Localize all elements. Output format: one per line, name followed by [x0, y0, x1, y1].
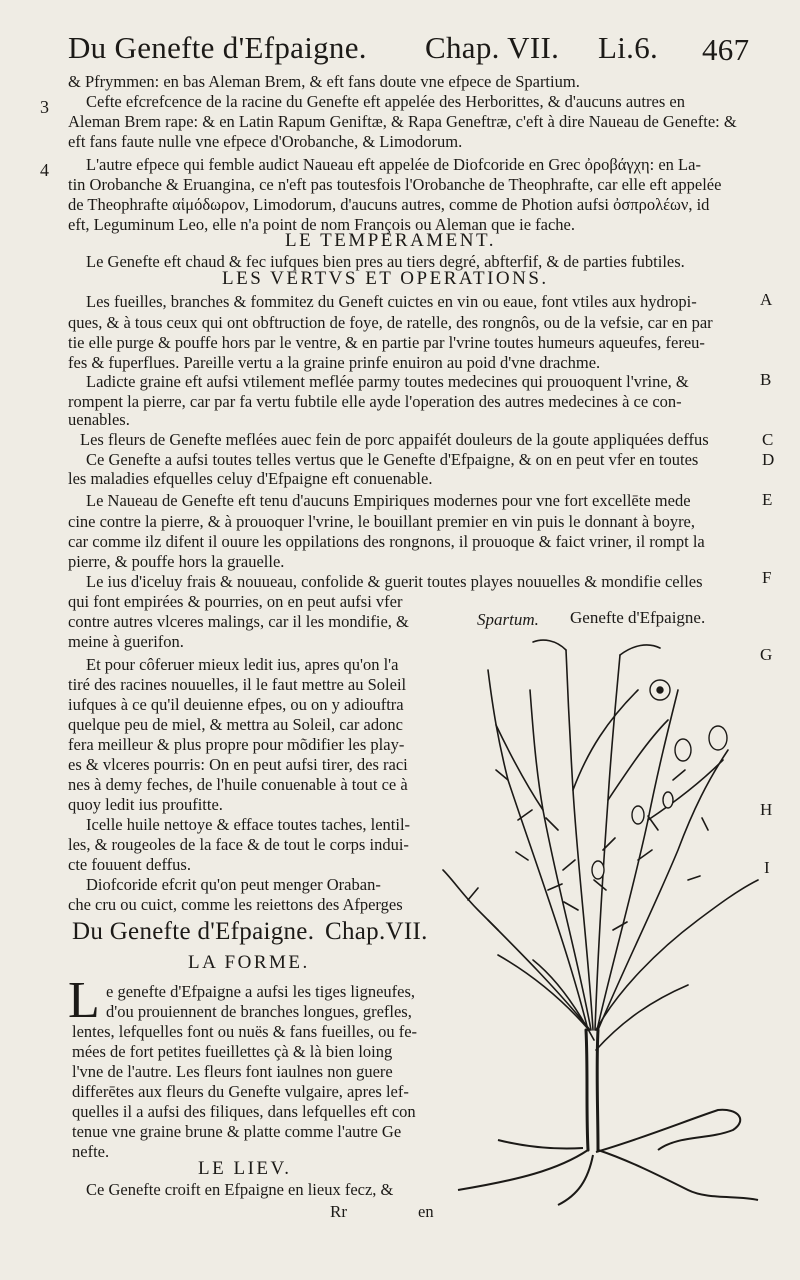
text-line: d'ou prouiennent de branches longues, grefles,: [106, 1002, 412, 1021]
text-line: tiré des racines nouuelles, il le faut mettre au Soleil: [68, 675, 407, 694]
text-line: cine contre la pierre, & à prouoquer l'vrine, le bouillant premier en vin puis le donnant à boyre,: [68, 512, 696, 531]
text-line: Icelle huile nettoye & efface toutes taches, lentil-: [86, 815, 411, 834]
text-line: mées de fort petites fueillettes çà & là bien loing: [72, 1042, 393, 1061]
text-line: es & vlceres pourris: On en peut aufsi tirer, des raci: [68, 755, 408, 774]
chapter-number: Chap.VII.: [325, 918, 428, 945]
text-line: rompent la pierre, car par fa vertu fubtile elle ayde l'operation des autres medecines à ce con-: [68, 392, 682, 411]
text-line: Les fueilles, branches & fommitez du Geneft cuictes en vin ou eaue, font vtiles aux hydropi-: [86, 292, 697, 311]
text-line: che cru ou cuict, comme les reiettons des Afperges: [68, 895, 403, 914]
text-line: Ladicte graine eft aufsi vtilement meflée parmy toutes medecines qui prouoquent l'vrine, &: [86, 372, 689, 391]
text-line: les, & rougeoles de la face & de tout le corps indui-: [68, 835, 409, 854]
text-line: Le Genefte eft chaud & fec iufques bien pres au tiers degré, abfterfif, & de parties fubtiles.: [86, 252, 685, 271]
text-line: qui font empirées & pourries, on en peut aufsi vfer: [68, 592, 403, 611]
text-line: nefte.: [72, 1142, 110, 1161]
margin-note-number: 3: [40, 97, 49, 117]
text-line: cte fouuent deffus.: [68, 855, 191, 874]
text-line: Les fleurs de Genefte meflées auec fein de porc appaifét douleurs de la goute appliquées deffus: [80, 430, 709, 449]
text-line: L'autre efpece qui femble audict Naueau eft appelée de Diofcoride en Grec ὀροβάγχη: en La-: [86, 155, 701, 174]
figure-caption-latin: Spartum.: [477, 610, 539, 629]
section-heading-lieu: LE LIEV.: [198, 1158, 292, 1179]
text-line: car comme ilz difent il ouure les oppilations des rongnons, il prouoque & faict vriner, il rompt la: [68, 532, 705, 551]
text-line: eft fans faute nulle vne efpece d'Orobanche, & Limodorum.: [68, 132, 463, 151]
text-line: de Theophrafte αἱμόδωρον, Limodorum, d'aucuns autres, comme de Photion aufsi ὀσπρολέων, id: [68, 195, 710, 214]
text-line: e genefte d'Efpaigne a aufsi les tiges ligneufes,: [106, 982, 416, 1001]
text-line: pierre, & pouffe hors la grauelle.: [68, 552, 285, 571]
text-line: fera meilleur & plus propre pour mõdifier les play-: [68, 735, 405, 754]
running-title: Du Genefte d'Efpaigne.: [68, 30, 367, 65]
section-heading-forme: LA FORME.: [188, 952, 310, 973]
margin-letter: G: [760, 645, 773, 664]
margin-letter: H: [760, 800, 773, 819]
header-chapter: Chap. VII.: [425, 30, 560, 65]
section-heading-temperament: LE TEMPERAMENT.: [285, 230, 496, 251]
header-book: Li.6.: [598, 30, 659, 65]
text-line: Aleman Brem rape: & en Latin Rapum Geniftæ, & Rapa Geneftræ, c'eft à dire Naueau de Genefte: &: [68, 112, 737, 131]
broom-plant-woodcut: [438, 630, 768, 1210]
signature-mark: Rr: [330, 1202, 347, 1221]
chapter-title: Du Genefte d'Efpaigne.: [72, 918, 315, 945]
catchword: en: [418, 1202, 434, 1221]
text-line: tie elle purge & pouffe hors par le ventre, & en partie par l'vrine toutes humeurs aqueufes, fereu-: [68, 333, 705, 352]
text-line: tin Orobanche & Eruangina, ce n'eft pas toutesfois l'Orobanche de Theophrafte, car elle eft appelée: [68, 175, 722, 194]
text-line: nes à demy feches, de l'huile conuenable à tout ce à: [68, 775, 408, 794]
text-line: tenue vne graine brune & platte comme l'autre Ge: [72, 1122, 402, 1141]
margin-letter: C: [762, 430, 774, 449]
text-line: & Pfrymmen: en bas Aleman Brem, & eft fans doute vne efpece de Spartium.: [68, 72, 580, 91]
text-line: quelque peu de miel, & mettra au Soleil, car adonc: [68, 715, 403, 734]
text-line: Ce Genefte a aufsi toutes telles vertus que le Genefte d'Efpaigne, & on en peut vfer en toutes: [86, 450, 699, 469]
text-line: contre autres vlceres malings, car il les mondifie, &: [68, 612, 409, 631]
margin-letter: D: [762, 450, 775, 469]
text-line: differētes aux fleurs du Genefte vulgaire, apres lef-: [72, 1082, 409, 1101]
margin-letter: E: [762, 490, 773, 509]
text-line: Diofcoride efcrit qu'on peut menger Oraban-: [86, 875, 381, 894]
text-line: Et pour côferuer mieux ledit ius, apres qu'on l'a: [86, 655, 399, 674]
margin-letter: A: [760, 290, 773, 309]
figure-caption-french: Genefte d'Efpaigne.: [570, 608, 706, 627]
text-line: l'vne de l'autre. Les fleurs font iaulnes non guere: [72, 1062, 393, 1081]
text-line: Cefte efcrefcence de la racine du Genefte eft appelée des Herborittes, & d'aucuns autres en: [86, 92, 685, 111]
text-line: uenables.: [68, 410, 130, 429]
text-line: Le Naueau de Genefte eft tenu d'aucuns Empiriques modernes pour vne fort excellēte mede: [86, 491, 691, 510]
margin-letter: B: [760, 370, 772, 389]
text-line: eft, Leguminum Leo, elle n'a point de nom François ou Aleman que ie fache.: [68, 215, 575, 234]
text-line: les maladies efquelles celuy d'Efpaigne eft conuenable.: [68, 469, 433, 488]
margin-note-number: 4: [40, 160, 49, 180]
text-line: meine à guerifon.: [68, 632, 184, 651]
text-line: lentes, lefquelles font ou nuës & fans fueilles, ou fe-: [72, 1022, 418, 1041]
margin-letter: I: [764, 858, 770, 877]
text-line: fes & fuperflues. Pareille vertu a la graine prinfe enuiron au poid d'vne drachme.: [68, 353, 601, 372]
text-line: ques, & à tous ceux qui ont obftruction de foye, de ratelle, des rongnôs, ou de la vefsie, car en par: [68, 313, 713, 332]
text-line: iufques à ce qu'il deuienne efpes, ou on y adiouftra: [68, 695, 404, 714]
text-line: quoy ledit ius proufitte.: [68, 795, 223, 814]
section-heading-vertus: LES VERTVS ET OPERATIONS.: [222, 268, 549, 289]
margin-letter: F: [762, 568, 772, 587]
drop-cap: L: [68, 972, 100, 1029]
text-line: Le ius d'iceluy frais & nouueau, confolide & guerit toutes playes nouuelles & mondifie celles: [86, 572, 703, 591]
text-line: Ce Genefte croift en Efpaigne en lieux fecz, &: [86, 1180, 394, 1199]
page-number: 467: [702, 32, 750, 67]
text-line: quelles il a aufsi des filiques, dans lefquelles eft con: [72, 1102, 416, 1121]
